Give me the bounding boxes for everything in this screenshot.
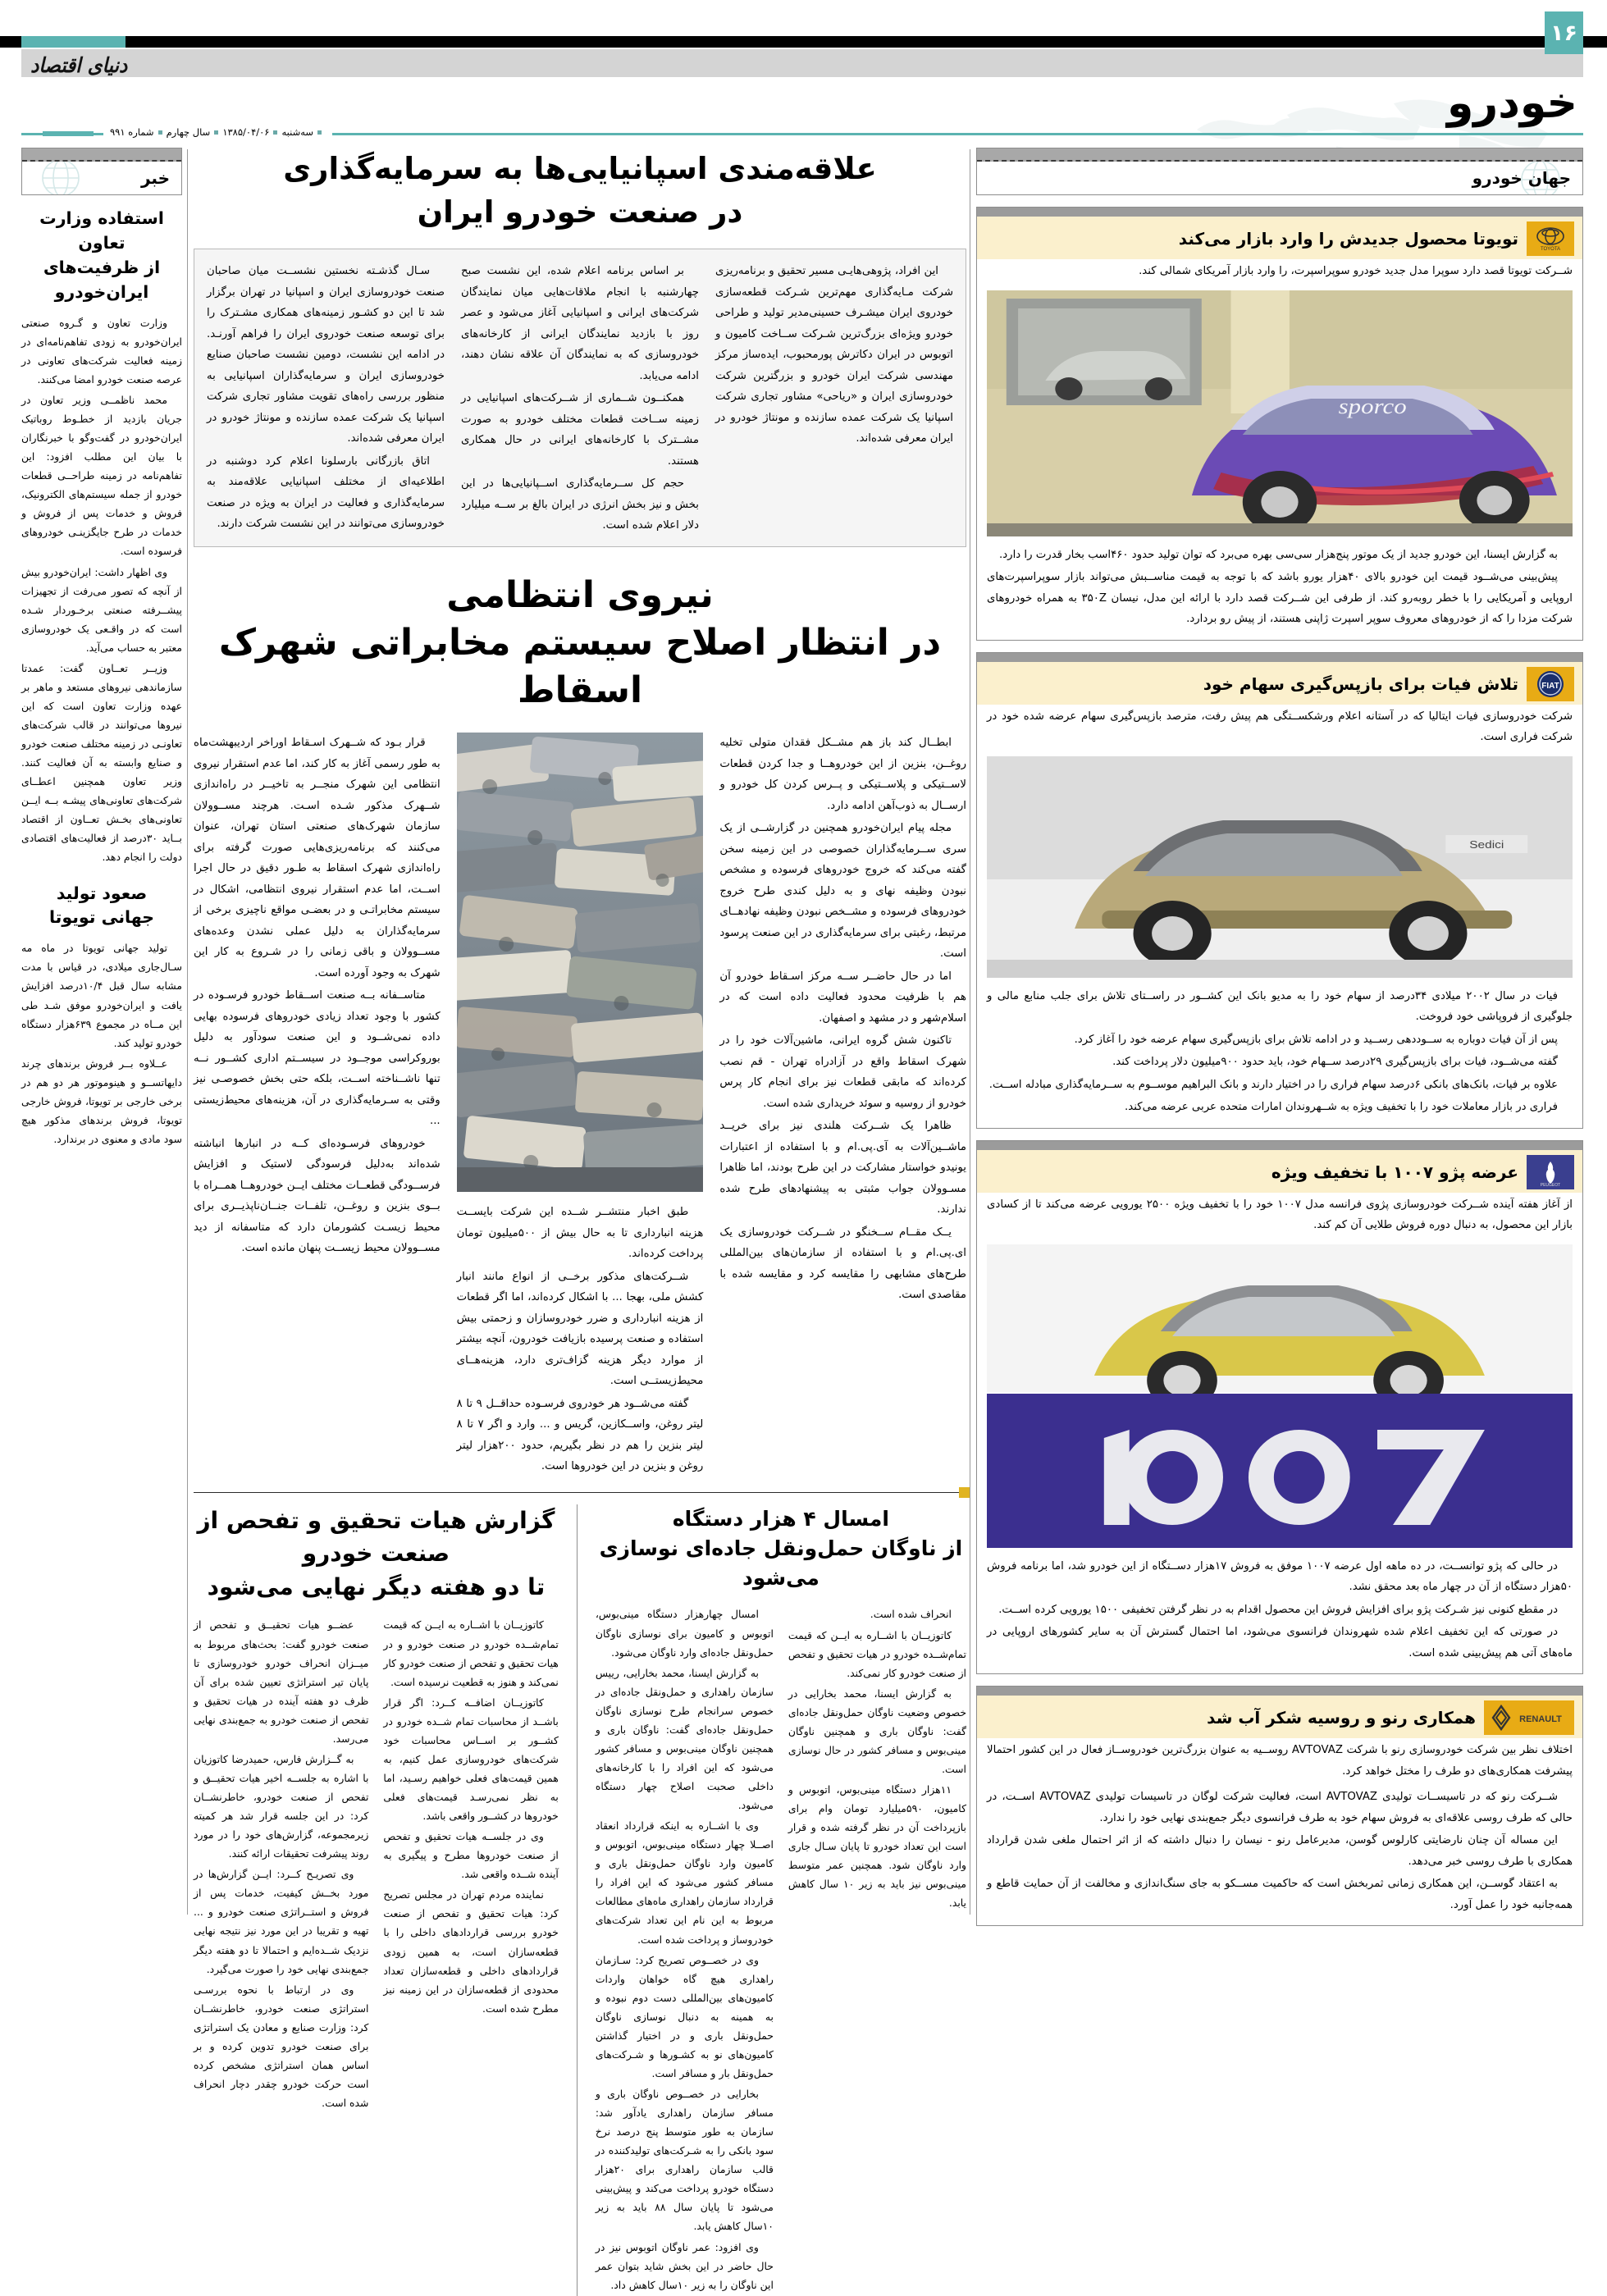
paragraph: نماینده مردم تهران در مجلس تصریح کرد: هیات تحقیق و تفحص از صنعت خودرو بررسی قراردادهای داخلی را با قطعه‌سازان است، به همین زودی قراردادهای داخلی و قطعه‌سازان تعداد محدودی از قطعه‌سازان در این زمینه نیز مطرح شده است. — [383, 1888, 559, 2015]
svg-text:TOYOTA: TOYOTA — [1540, 247, 1561, 252]
date-sep-1 — [317, 130, 322, 135]
paragraph: کاتوزیــان با اشــاره به ایــن که قیمت تمام‌شــده خودرو در صنعت خودرو و در هیات تحقیق و تفحص از صنعت خودرو کار نمی‌کند و هنوز به قطعیت نرسیده است. — [383, 1618, 559, 1688]
center-article2-headline-l1: نیروی انتظامی — [446, 573, 714, 616]
center-article1-headline — [194, 148, 966, 234]
chip-body — [22, 162, 181, 194]
sidebar-top-bar — [977, 208, 1582, 217]
paragraph: به گزارش ایسنا، این خودرو جدید از یک موتور پنج‌هزار سی‌سی بهره می‌برد که توان تولید حدود ۴۶۰اسب بخار قدرت را دارد. — [999, 548, 1558, 561]
date-issue: شماره ۹۹۱ — [110, 126, 154, 138]
paragraph: عــلاوه بــر فروش برندهای چرند دایهاتســو و هینوموتور هر دو هم در برخی خارجی بر تویوتا، فروش خارجی تویوتا، فروش برندهای مذکور هیچ سود مادی و معنوی در برندارد. — [21, 1057, 182, 1145]
paragraph: اما در حال حاضــر ســه مرکز اسـقاط خودرو آن هم با ظرفیت محدود فعالیت داده است که در اسلام‌شهر و در مشهد و اصفهان. — [719, 970, 966, 1025]
paragraph: حجم کل ســرمایه‌گذاری اســپانیایی‌ها در این بخش و نیز بخش انرژی در ایران بالغ بر ســه میلیارد دلار اعلام شده است. — [461, 477, 699, 532]
date-info — [103, 126, 332, 138]
sidebar-top-bar — [977, 653, 1582, 662]
paragraph: ظاهرا یک شــرکت هلندی نیز برای خریــد ماشــین‌آلات به آی.پی.ام و با استفاده از اعتبارات یونیدو خواستار مشارکت در این طرح بودند، اما ظاهرا مسـوولان جواب مثبتی به پیشنهادهای طرح شده ندارند. — [719, 1120, 966, 1216]
svg-text:FIAT: FIAT — [1541, 681, 1559, 691]
paragraph: ابطــال کند باز هم مشــکل فقدان متولی تخلیه روغــن، بنزین از این خودروهــا و جدا کردن قطعات لاســتیکی و پلاســتیکی و پــرس کردن کل خودرو و ارســال به ذوب‌آهن ادامه دارد. — [719, 737, 966, 812]
paragraph: کاتوزیــان اضافــه کــرد: اگر قرار باشــد از محاسبات تمام شــده خودرو در کشــور بر اســاس محاسبات خود شرکت‌های خودروسازی عمل کنیم، به همین قیمت‌های فعلی خواهیم رسـید، اما به نظر نمی‌رسـد قیمت‌های فعلی خودروها در کشــور واقعی باشد. — [383, 1696, 559, 1823]
center-article1-col-right — [207, 261, 445, 538]
masthead-black-bar — [0, 36, 1607, 48]
fiat-paras — [987, 986, 1573, 1118]
paragraph: اتاق بازرگانی بارسلونا اعلام کرد دوشنبه در اطلاعیه‌ای از مختلف اسپانیایی علاقه‌مند به سرمایه‌گذاری و فعالیت در ایران به ویژه در صنعت خودروسازی می‌توانند در این نشست شرکت دارند. — [207, 454, 445, 531]
date-sep-2 — [273, 130, 277, 135]
chip-body — [977, 162, 1582, 194]
paragraph: متاســفانه بــه صنعت اســقاط خودرو فرسـوده در کشور با وجود تعداد زیادی خودروهای فرسوده بهایی داده نمی‌شــود و این صنعت سودآور به دلیل بوروکراسی موجــود در سیســتم اداری کشــور نــه تنها ناشــناخته اســت، بلکه حتی بخش خصوصـی نیز وقتی به سـرمایه‌گذاری در آن، هزینه‌های محیط‌زیستی ... — [193, 989, 441, 1128]
left-article2-body — [21, 938, 182, 1148]
peugeot-logo-icon — [1527, 1155, 1574, 1189]
paragraph: شــرکت رنو که در تاسیســات تولیدی AVTOVAZ است، فعالیت شرکت لوگان در تاسیسات تولیدی AVTOVAZ اســت، در حالی که طرف روسی علاقه‌ای به فروش سهام خود به طرف فرانسوی دیگر جمع‌بندی نهایی خود را ندارد. — [987, 1791, 1573, 1824]
sidebar-article-fiat[interactable] — [976, 652, 1583, 1129]
paragraph: وی در خصــوص تصریح کرد: سـازمان راهداری هیچ گاه خواهان واردات کامیون‌های بین‌المللی دست دوم نبوده و به همینه به دنبال نوسازی ناوگان حمل‌ونقل باری و در اختیار گذاشتن کامیون‌های نو به کشـورها و شـرکت‌های حمل‌ونقل بار و مسافر است. — [595, 1953, 774, 2079]
date-bar-dash — [43, 131, 94, 136]
center-article2-col-right — [194, 733, 441, 1479]
paragraph: وی تصریـح کــرد: ایــن گزارش‌ها در مورد بخــش کیفیت، خدمات پس از فروش و استــراتژی صنعت خودرو و ... تهیه و تقریبا در این مورد نیز نتیجه نهایی نزدیک شــده‌ایم و احتمالا تا دو هفته دیگر جمع‌بندی نهایی خود را صورت می‌گیرد. — [194, 1868, 369, 1975]
paragraph: سـال گذشـته نخستین نشســت میان صاحبان صنعت خودروسازی ایران و اسپانیا در تهران برگزار شد تا این دو کشـور زمینه‌های همکاری مشـترک را برای توسعه صنعت خودروی ایران را فراهم آورنـد. در ادامه این نشست، دومین نشست صاحبان صنایع خودروسازی ایران و سرمایه‌گذاران اسپانیایی به منظور بررسی راه‌های تقویت مشاور تجاری شرکت اسپانیا یک شرکت عمده سازنده و مونتاژ خودرو در ایران معرفی شده‌اند. — [207, 265, 445, 445]
left-article2-headline-l1: صعود تولید — [56, 883, 148, 903]
peugeot-paras — [987, 1556, 1573, 1664]
renault-lead: اختلاف نظر بین شرکت خودروسازی رنو با شرکت AVTOVAZ روســیه به عنوان بزرگ‌ترین خودروســاز فعال در این کشور احتمالا پیشرفت همکاری‌های دو طرف را مختل خواهد کرد. — [987, 1744, 1573, 1778]
masthead — [0, 36, 1607, 90]
paragraph: در مقطع کنونی نیز شـرکت پژو برای افزایش فروش این محصول اقدام به در نظر گرفتن تخفیفی ۱۵۰۰ یورویی کرده اســت. — [998, 1603, 1558, 1616]
paragraph: یــک مقــام ســخنگو در شــرکت خودروسازی یک ای.پی.ام و با استفاده از سازمان‌های بین‌المللی طرح‌های مشابهی را مقایسه کرد و مقایسه شده با مقاصدی است. — [719, 1226, 966, 1302]
center-article3-headline — [194, 1504, 559, 1604]
sidebar-article-peugeot[interactable] — [976, 1140, 1583, 1675]
sidebar-article-toyota[interactable] — [976, 207, 1583, 641]
left-article2-headline — [21, 882, 182, 931]
left-sidebar — [21, 148, 182, 1150]
paragraph: این افراد، پژوهی‌هایـی مسیر تحقیق و برنامه‌ریزی شرکت مـایه‌گذاری مهم‌ترین شـرکت قطعه‌سازی خودروی ایران میشـرف حسینی‌مدیر تولید و طراحی خودرو ویژه‌ای بزرگ‌ترین شـرکت ســاخت کامیون و اتوبوس در ایران دکاترش پورمحبوب، ایده‌ساز مرکز مهندسی شرکت ایران خودرو و بزرگترین شرکت خودروسازی ایران و «ریاحی» مشاور تجاری شرکت اسپانیا یک شرکت عمده سازنده و مونتاژ خودرو در ایران معرفی شده‌اند. — [715, 265, 953, 445]
fiat-photo — [987, 756, 1573, 978]
paragraph: گفته می‌شــود هر خودروی فرسـوده حداقــل ۹ تا ۸ لیتر روغن، واســکازین، گریس و ... وارد و اگر ۷ تا ۸ لیتر بنزین را هم در نظر بگیریم، حدود ۲۰۰هزار لیتر روغن و بنزین در این خودروها است. — [456, 1397, 704, 1473]
paragraph: گفته می‌شــود، فیات برای بازپس‌گیری ۲۹درصد ســهام خود، باید حدود ۹۰۰میلیون دلار پرداخت کند. — [1112, 1056, 1558, 1069]
bottom-column-divider — [577, 1504, 578, 2296]
chip-label-world-auto: جهان خودرو — [1472, 168, 1571, 188]
center-bottom-row — [194, 1504, 966, 2296]
date-sep-4 — [158, 130, 162, 135]
paper-logo[interactable] — [21, 48, 136, 82]
fiat-lead: شرکت خودروسازی فیات ایتالیا که در آستانه اعلام ورشکســتگی هم پیش رفت، مترصد بازپس‌گیری سهام عرضه شده خود در شرکت فراری است. — [987, 710, 1573, 744]
paragraph: ۱۱هزار دستگاه مینی‌بوس، اتوبوس و کامیون، ۵۹۰میلیارد تومان وام برای بازپرداخت آن در نظر گرفته شده و قرار است این تعداد خودرو تا پایان سـال جاری وارد ناوگان شود. همچنین عمر متوسط مینی‌بوس نیز باید به زیر ۱۰ سال کاهش یابد. — [788, 1783, 967, 1910]
scrapyard-photo — [457, 733, 704, 1192]
date-weekday: سه‌شنبه — [281, 126, 314, 138]
left-article1-headline-l2: از ظرفیت‌های — [43, 257, 161, 277]
paragraph: در صورتی که این تخفیف اعلام شده شهروندان فرانسوی می‌شود، اما احتمال گسترش آن به سایر کشورهای اروپایی در ماه‌های آتی هم پیش‌بینی شده است. — [987, 1626, 1573, 1659]
news-section-chip — [21, 148, 182, 195]
chip-top-bar — [977, 148, 1582, 162]
fiat-body — [977, 705, 1582, 1128]
masthead-gray-bar — [21, 49, 1583, 77]
center-article3 — [194, 1504, 559, 2296]
center-article1-col-left — [715, 261, 953, 538]
left-article1-headline-l3: ایران‌خودرو — [54, 281, 149, 302]
peugeot-lead: از آغاز هفته آینده شــرکت خودروسازی پژوی فرانسه مدل ۱۰۰۷ خود را با تخفیف ویژه ۲۵۰۰ یورویی عرضه می‌کند تا از کسادی بازار این محصول، به دنبال دوره فروش طلایی آن کم کند. — [987, 1198, 1573, 1232]
paragraph: فراری در بازار معاملات خود را با تخفیف ویژه به شــهروندان امارات متحده عربی عرضه می‌کند. — [1125, 1101, 1558, 1114]
left-article1-headline — [21, 207, 182, 305]
center-article4 — [596, 1504, 966, 2296]
left-article2-headline-l2: جهانی تویوتا — [48, 907, 155, 928]
paragraph: عضــو هیات تحقیــق و تفحص از صنعت خودرو گفت: بحث‌های مربوط به میــزان انحراف خودرو خودروسازی تا پایان تیر استراتژی تعیین شده برای آن ظرف دو هفته آینده در هیات تحقیق و تفحص از صنعت خودرو به جمع‌بندی نهایی می‌رسد. — [194, 1618, 369, 1745]
date-bar — [21, 127, 1583, 140]
paragraph: همکنــون شــماری از شــرکت‌های اسپانیایی در زمینه ســاخت قطعات مختلف خودرو به صورت مشــترک با کارخانه‌های ایرانی در حال همکاری هستند. — [461, 392, 699, 468]
center-article1-headline-l2: در صنعت خودرو ایران — [417, 194, 743, 230]
paragraph: قرار بـود که شــهرک اسـقاط اوراخر اردیبهشت‌ماه به طور رسمی آغاز به کار کند، اما عدم استقرار نیروی انتظامی این شهرک منجــر به تاخیــر در راه‌اندازی شــهرک مذکور شـده اسـت. هرچند مســوولان سازمان شهرک‌های صنعتی استان تهران، عنوان می‌کنند که برنامه‌ریزی‌هایی صورت گرفته برای راه‌اندازی شهرک اسقاط به طـور دقیق در حال اجرا اســت، اما عدم استقرار نیروی انتظامی، اشکال در سیستم مخابراتـی و در بعضـی مواقع ناچیزی برخی از سرمایه‌گذاران به دلیل عملی نشدن وعده‌های مســوولان و باقی زمانی را در شـروع به کار این شهرک به وجود آورده است. — [193, 737, 441, 979]
paragraph: فیات در سال ۲۰۰۲ میلادی ۳۴درصد از سهام خود را به مدیو بانک این کشــور در راســتای تلاش برای جلب منابع مالی و جلوگیری از فروپاشی خود فروخت. — [987, 989, 1573, 1024]
toyota-logo-icon — [1527, 221, 1574, 256]
paragraph: به گزارش ایسنا، محمد بخارایی در خصوص وضعیت ناوگان حمل‌ونقل جاده‌ای گفت: ناوگان باری و همچنین ناوگان مینی‌بوس و مسافر کشور در حال نوسازی است. — [788, 1687, 966, 1775]
right-sidebar — [976, 148, 1583, 1938]
toyota-headline: تویوتا محصول جدیدش را وارد بازار می‌کند — [1178, 229, 1518, 249]
world-auto-chip — [976, 148, 1583, 195]
column-divider-left — [187, 149, 188, 1915]
paragraph: پس از آن فیات دوباره به ســوددهی رســید و در ادامه تلاش برای بازپس‌گیری سهام عرضه خود را آغاز کرد. — [1074, 1033, 1558, 1046]
chip-top-bar — [22, 148, 181, 162]
page-title: خودرو — [1446, 79, 1577, 128]
paragraph: وی در ارتباط با نحوه بررسـی استراتژی صنعت خودرو، خاطرنشــان کرد: وزارت صنایع و معادن یک استراتژی برای صنعت خودرو تدوین کرده و بر اساس همان استراتژی مشخص کرده است حرکت خودرو چقدر دچار انحراف شده است. — [194, 1983, 369, 2110]
paper-logo-text: دنیای اقتصاد — [30, 52, 128, 77]
paragraph: به اعتقاد گوســن، این همکاری زمانی ثمربخش است که حاکمیت مســکو به جای سنگ‌اندازی و مخالفت از آن حمایت قاطع و همه‌جانبه خود را عمل آورد. — [987, 1878, 1573, 1911]
page-number-badge — [1545, 11, 1583, 54]
chip-label-news: خبر — [140, 168, 170, 188]
fiat-headline: تلاش فیات برای بازپس‌گیری سهام خود — [1203, 673, 1518, 694]
paragraph: طبق اخبار منتشــر شــده این شرکت بایســت هزینه انبارداری تا به حال بیش از ۵۰۰میلیون تومان پرداخت کرده‌اند. — [456, 1206, 704, 1261]
renault-logo-icon — [1484, 1700, 1574, 1735]
sidebar-top-bar — [977, 1141, 1582, 1150]
center-article1-box — [194, 249, 966, 547]
center-article1-col-mid — [461, 261, 699, 538]
paragraph: وزارت تعاون و گـروه صنعتی ایران‌خودرو به زودی تفاهم‌نامه‌ای در زمینه فعالیت شرکت‌های تعاونی در عرصه صنعت خودرو امضا می‌کنند. — [21, 316, 182, 386]
paragraph: امسال چهارهزار دستگاه مینی‌بوس، اتوبوس و کامیون برای نوسازی ناوگان حمل‌ونقل جاده‌ای وارد ناوگان می‌شود. — [595, 1608, 774, 1659]
date-numeric: ۱۳۸۵/۰۴/۰۶ — [222, 126, 270, 138]
center-article3-headline-l2: تا دو هفته دیگر نهایی می‌شود — [207, 1573, 546, 1600]
toyota-lead: شــرکت تویوتا قصد دارد سوپرا مدل جدید خودرو سوپراسپرت، را وارد بازار آمریکای شمالی کند. — [1139, 265, 1573, 277]
center-article4-headline — [596, 1504, 966, 1594]
paragraph: وی در جلســه هیات تحقیق و تفحص از صنعت خودروها مطرح و پیگیری به آینده شــده واقعی شد. — [383, 1830, 559, 1881]
center-article2-headline — [194, 572, 966, 714]
left-article1-body — [21, 313, 182, 867]
paragraph: مجله پیام ایران‌خودرو همچنین در گزارشــی از یک سری ســرمایه‌گذاران خصوصی در این زمینه سخن گفته می‌کند که خروج خودروهای فرسوده و مشخص نبودن وظیفه نهای و به دلیل کندی طرح خروج خودروهای فرسوده و مشــخص نبودن وظیفه نهادهــای مرتبط، رغبتی برای سرمایه‌گذاری در این صنعت پرسود است. — [719, 822, 966, 961]
peugeot-body — [977, 1193, 1582, 1674]
center-article4-headline-l1: امسال ۴ هزار دستگاه — [672, 1506, 889, 1531]
renault-headline: همکاری رنو و روسیه شکر آب شد — [1207, 1708, 1476, 1728]
center-article2-headline-l2: در انتظار اصلاح سیستم مخابراتی شهرک اسقاط — [218, 621, 942, 711]
date-sep-3 — [214, 130, 218, 135]
sidebar-headline-row — [977, 662, 1582, 705]
paragraph: وی افزود: عمر ناوگان اتوبوس نیز در حال حاضر در این بخش شاید بتوان عمر این ناوگان را به زیر ۱۰سال کاهش داد. — [595, 2240, 774, 2291]
peugeot-photo — [987, 1244, 1573, 1548]
center-article2-body — [194, 733, 966, 1479]
sidebar-headline-row — [977, 1696, 1582, 1738]
center-article2-col-left — [719, 733, 966, 1479]
paragraph: بخارایی در خصــوص ناوگان باری و مسافر سازمان راهداری یادآور شد: سازمان به طور متوسط پنج درصد نرخ سود بانکی را به شـرکت‌های تولیدکننده در قالب سازمان راهداری برای ۲۰هزار دستگاه خودرو پرداخت می‌کند و پیش‌بینی می‌شود تا پایان سال ۸۸ باید به زیر ۱۰سال کاهش یابد. — [595, 2088, 774, 2233]
left-article1-headline-l1: استفاده وزارت تعاون — [39, 208, 164, 253]
paragraph: کاتوزیــان با اشــاره به ایــن که قیمت تمام‌شــده خودرو در هیات تحقیق و تفحص از صنعت خودرو کار نمی‌کند. — [788, 1628, 966, 1679]
paragraph: علاوه بر فیات، بانک‌های بانکی ۶درصد سهام فراری را در اختیار دارند و بانک البراهیم موســوم به ســرمایه‌گذاری مبادله اســت. — [988, 1078, 1558, 1091]
center-article2-col-mid-text — [457, 1202, 704, 1477]
paragraph: وی اظهار داشت: ایران‌خودرو بیش از آنچه که تصور می‌رفت از تجهیزات پیشــرفته صنعتی برخـوردار شـده است که در واقـعی یک خودروسازی معتبر به حساب می‌آید. — [21, 565, 182, 654]
toyota-paras — [987, 545, 1573, 630]
masthead-teal-bar — [21, 36, 126, 48]
center-article1-headline-l1: علاقه‌مندی اسپانیایی‌ها به سرمایه‌گذاری — [283, 151, 877, 186]
center-article3-headline-l1: گزارش هیات تحقیق و تفحص از صنعت خودرو — [197, 1506, 555, 1568]
paragraph: محمد ناظمــی وزیر تعاون در جریان بازدید از خطـوط روباتیک ایران‌خودرو در گفت‌وگو با خبرنگاران با بیان این مطلب افزود: این تفاهم‌نامه در زمینه طراحــی قطعات خودرو از جمله سیستم‌های الکترونیک، فروش و خدمات پس از فروش و خدمات در طرح جایگزینـی خودروهای فرسوده است. — [21, 393, 182, 558]
peugeot-headline: عرضه پژو ۱۰۰۷ با تخفیف ویژه — [1271, 1162, 1518, 1182]
sidebar-headline-row — [977, 217, 1582, 259]
center-article4-headline-l2: از ناوگان حمل‌ونقل جاده‌ای نوسازی می‌شود — [599, 1536, 963, 1591]
globe-small-icon — [32, 162, 89, 194]
renault-body — [977, 1738, 1582, 1925]
center-article2-col-mid — [457, 733, 704, 1479]
toyota-body — [977, 259, 1582, 640]
center-content — [194, 148, 966, 2296]
paragraph: شــرکت‌های مذکور برخــی از انواع مانند انبار کشش ملی، بهجا ... با اشکال کرده‌اند، اما اگر قطعات از هزینه انبارداری و ضرر خودروسازان و زحمتی بیش استفاده و صنعت پرسیده بازیافت خودرون، آنچه بیشتر از موارد دیگر هزینه گزاف‌تری دارد، هزینه‌هــای محیط‌زیستــی است. — [456, 1270, 704, 1388]
paragraph: به گــزارش فارس، حمیدرضا کاتوزیان با اشاره به جلســه اخیر هیات تحقیــق و تفحص از صنعت خودرو، خاطرنشــان کرد: در این جلسه قرار شد هر کمیته زیرمجموعه، گزارش‌های خود را در مورد روند پیشرفت تحقیقات ارائه کنند. — [194, 1752, 369, 1860]
sidebar-top-bar — [977, 1687, 1582, 1696]
paragraph: تاکنون شش گروه ایرانی، ماشین‌آلات خود را در شهرک اسقاط واقع در آزادراه تهران - قم نصب کرده‌اند که مابقی قطعات نیز برای انجام کار پرس خودرو از روسیه و سوئد خریداری شده است. — [719, 1034, 966, 1110]
paragraph: به گزارش ایسنا، محمد بخارایی، رییس سازمان راهداری و حمل‌ونقل جاده‌ای در خصوص سرانجام طرح نوسازی ناوگان حمل‌ونقل جاده‌ای گفت: ناوگان باری و همچنین ناوگان مینی‌بوس و مسافر کشور می‌شود که این افراد را با کارخانه‌های داخلی صحبت اصلاح چهار دستگاه می‌شود. — [595, 1666, 774, 1812]
paragraph: خودروهای فرسـوده‌ای کــه در انبارها انباشته شده‌اند به‌دلیل فرسودگی لاستیک و افزایش فرســودگی قطعــات مختلف ایــن خودروهــا همــراه با بــوی بنزین و روغــن، تلفــات جنــان‌ناپذیــری برای محیط زیسـت کشورمان دارد که متاسفانه از دید مســوولان محیط زیســت پنهان مانده است. — [193, 1137, 441, 1255]
center-article4-col-left — [788, 1604, 966, 2295]
paragraph: وی با اشــاره به اینکه قرارداد انعقاد اصــلا چهار دستگاه مینی‌بوس، اتوبوس و کامیون وارد ناوگان حمل‌ونقل باری و مسافر کشور می‌شود که این افراد را قرارداد سازمان راهداری ماه‌های مطالعات مربوط به این نام این تعداد شرکت‌های خودروساز و پرداخت شده است. — [595, 1819, 774, 1946]
toyota-photo — [987, 290, 1573, 536]
svg-text:Sedici: Sedici — [1469, 838, 1504, 851]
renault-paras — [987, 1787, 1573, 1915]
sidebar-headline-row — [977, 1150, 1582, 1193]
paragraph: وزیــر تعــاون گفت: عمدتا سازماندهی نیروهای مستعد و ماهر بر عهده وزارت تعاون است که این نیروها می‌توانند در قالب شرکت‌های تعاونـی در زمینه مختلف صنعت خودرو و صنایع وابسته به آن فعالیت کنند. وزیر تعاون همچنین اعطــای شرکت‌های تعاونی‌های پیشـه بــه ایــن تعاونی‌های بخـش تعــاون از اقتصاد بــاید ۳۰درصد از فعالیت‌های اقتصادی دولت را انجام دهد. — [21, 661, 182, 864]
paragraph: تولید جهانی تویوتا در ماه مه سـال‌جاری میلادی، در قیاس با مدت مشابه سال قبل ۱۰/۴درصد افزایش یافت و ایران‌خودرو موفق شـد طی این مــاه در مجموع ۶۳۹هزار دستگاه خودرو تولید کند. — [21, 942, 182, 1049]
svg-text:RENAULT: RENAULT — [1519, 1714, 1562, 1725]
svg-text:PEUGEOT: PEUGEOT — [1540, 1182, 1561, 1188]
sidebar-article-renault[interactable] — [976, 1686, 1583, 1926]
center-article3-col-right — [194, 1615, 368, 2114]
center-article3-col-left — [383, 1615, 558, 2114]
paragraph: انحراف شده است. — [870, 1608, 952, 1621]
date-year: سال چهارم — [166, 126, 211, 138]
svg-text:sporco: sporco — [1338, 395, 1407, 418]
paragraph: پیش‌بینی می‌شــود قیمت این خودرو بالای ۴۰هزار یورو باشد که با توجه به قیمت مناســبش می‌تواند بازار سوپراسپرت‌های اروپایی و آمریکایی را با خطر روبه‌رو کند. از طرفی این شــرکت قصد دارد با ارائه این مدل، نیسان ۳۵۰Z به همراه خودروهای شرکت مزدا را که از خودروهای معروف سوپر اسپرت ژاپنی هستند، از پیش رو بردارد. — [987, 571, 1573, 626]
fiat-logo-icon — [1527, 667, 1574, 701]
paragraph: بر اساس برنامه اعلام شده، این نشست صبح چهارشنبه با انجام ملاقات‌هایی میان نمایندگان شرکت‌های ایرانی و اسپانیایی آغاز می‌شود و عصر روز با بازدید نمایندگان ایرانی از کارخانه‌های خودروسازی که به نمایندگان آن علاقه نشان دهند، ادامه می‌یابد. — [461, 265, 699, 382]
paragraph: در حالی که پژو توانســت، در ده ماهه اول عرضه ۱۰۰۷ موفق به فروش ۱۷هزار دســتگاه از این خودرو شد، اما برنامه فروش ۵۰هزار دستگاه از آن در چهار ماه بعد محقق نشد. — [987, 1559, 1573, 1594]
page-number-text: ۱۶ — [1550, 20, 1577, 46]
paragraph: این مساله آن چنان نارضایتی کارلوس گوسن، مدیرعامل رنو - نیسان را دنبال داشته که از اثر احتمال ملغی شدن قرارداد همکاری با طرف روسی خبر می‌دهد. — [987, 1834, 1573, 1868]
center-article4-col-right — [596, 1604, 774, 2295]
section-divider-gold — [194, 1492, 966, 1493]
